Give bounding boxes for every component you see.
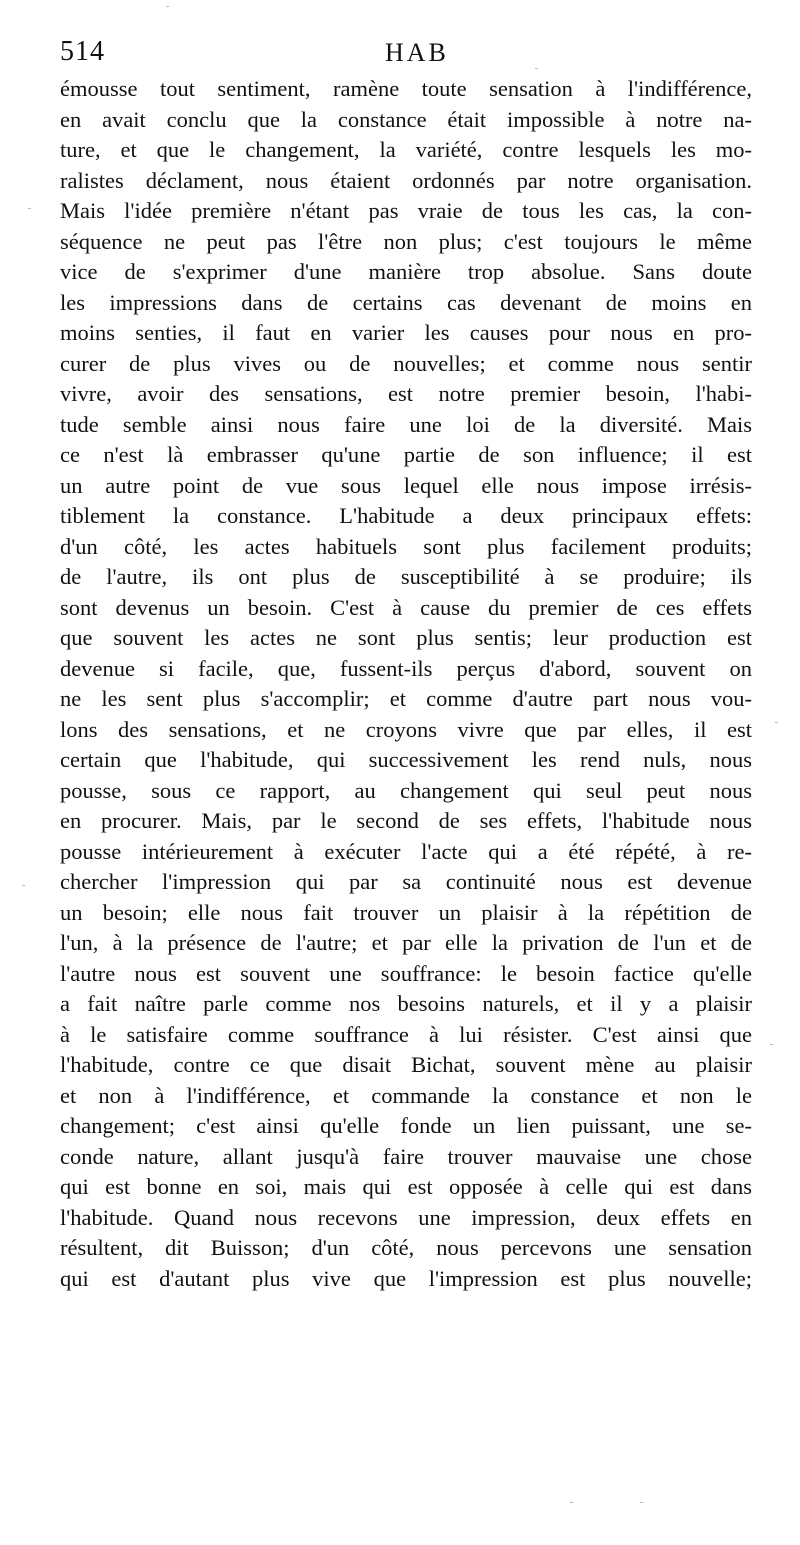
text-line: moins senties, il faut en varier les causes pour nous en pro-	[60, 320, 752, 345]
paper-speck	[570, 1502, 573, 1503]
text-line: ture, et que le changement, la variété, contre lesquels les mo-	[60, 137, 752, 162]
text-line: l'autre nous est souvent une souffrance: le besoin factice qu'elle	[60, 960, 752, 986]
text-line: un besoin; elle nous fait trouver un plaisir à la répétition de	[60, 899, 752, 925]
body-text	[60, 74, 752, 1294]
text-line: changement; c'est ainsi qu'elle fonde un lien puissant, une se-	[60, 1113, 752, 1138]
text-line: d'un côté, les actes habituels sont plus facilement produits;	[60, 533, 752, 559]
paper-speck	[640, 1502, 643, 1503]
text-line: qui est d'autant plus vive que l'impression est plus nouvelle;	[60, 1265, 752, 1291]
text-line: de l'autre, ils ont plus de susceptibilité à se produire; ils	[60, 564, 752, 589]
text-line: un autre point de vue sous lequel elle nous impose irrésis-	[60, 472, 752, 498]
page-number: 514	[60, 36, 105, 67]
text-line: devenue si facile, que, fussent-ils perçus d'abord, souvent on	[60, 655, 752, 681]
text-line: conde nature, allant jusqu'à faire trouver mauvaise une chose	[60, 1143, 752, 1169]
text-line: ce n'est là embrasser qu'une partie de son influence; il est	[60, 442, 752, 467]
paper-speck	[775, 722, 778, 723]
paper-speck	[28, 208, 31, 209]
text-line: vice de s'exprimer d'une manière trop absolue. Sans doute	[60, 259, 752, 284]
text-line: certain que l'habitude, qui successivement les rend nuls, nous	[60, 747, 752, 772]
text-line: pousse intérieurement à exécuter l'acte qui a été répété, à re-	[60, 838, 752, 864]
text-line: en procurer. Mais, par le second de ses effets, l'habitude nous	[60, 808, 752, 833]
text-line: chercher l'impression qui par sa continuité nous est devenue	[60, 869, 752, 894]
text-line: qui est bonne en soi, mais qui est opposée à celle qui est dans	[60, 1174, 752, 1199]
text-line: que souvent les actes ne sont plus sentis; leur production est	[60, 625, 752, 650]
text-line: tude semble ainsi nous faire une loi de la diversité. Mais	[60, 411, 752, 437]
running-head: HAB	[385, 38, 449, 67]
text-line: Mais l'idée première n'étant pas vraie de tous les cas, la con-	[60, 198, 752, 223]
text-line: ralistes déclament, nous étaient ordonnés par notre organisation.	[60, 167, 752, 193]
text-line: émousse tout sentiment, ramène toute sensation à l'indifférence,	[60, 76, 752, 101]
text-line: curer de plus vives ou de nouvelles; et comme nous sentir	[60, 350, 752, 376]
text-line: les impressions dans de certains cas devenant de moins en	[60, 289, 752, 315]
text-line: l'habitude, contre ce que disait Bichat, souvent mène au plaisir	[60, 1052, 752, 1077]
text-line: à le satisfaire comme souffrance à lui résister. C'est ainsi que	[60, 1021, 752, 1047]
text-line: a fait naître parle comme nos besoins naturels, et il y a plaisir	[60, 991, 752, 1016]
text-line: pousse, sous ce rapport, au changement qui seul peut nous	[60, 777, 752, 803]
text-line: tiblement la constance. L'habitude a deux principaux effets:	[60, 503, 752, 528]
paper-speck	[770, 1044, 773, 1045]
paper-speck	[535, 68, 538, 69]
paper-speck	[22, 885, 25, 886]
text-line: en avait conclu que la constance était impossible à notre na-	[60, 106, 752, 132]
paper-speck	[166, 6, 169, 7]
text-line: et non à l'indifférence, et commande la constance et non le	[60, 1082, 752, 1108]
text-line: l'habitude. Quand nous recevons une impression, deux effets en	[60, 1204, 752, 1230]
text-line: l'un, à la présence de l'autre; et par elle la privation de l'un et de	[60, 930, 752, 955]
page-header	[60, 36, 750, 76]
text-line: lons des sensations, et ne croyons vivre que par elles, il est	[60, 716, 752, 742]
text-line: vivre, avoir des sensations, est notre premier besoin, l'habi-	[60, 381, 752, 406]
text-line: séquence ne peut pas l'être non plus; c'est toujours le même	[60, 228, 752, 254]
text-line: sont devenus un besoin. C'est à cause du premier de ces effets	[60, 594, 752, 620]
text-line: ne les sent plus s'accomplir; et comme d'autre part nous vou-	[60, 686, 752, 711]
text-line: résultent, dit Buisson; d'un côté, nous percevons une sensation	[60, 1235, 752, 1260]
